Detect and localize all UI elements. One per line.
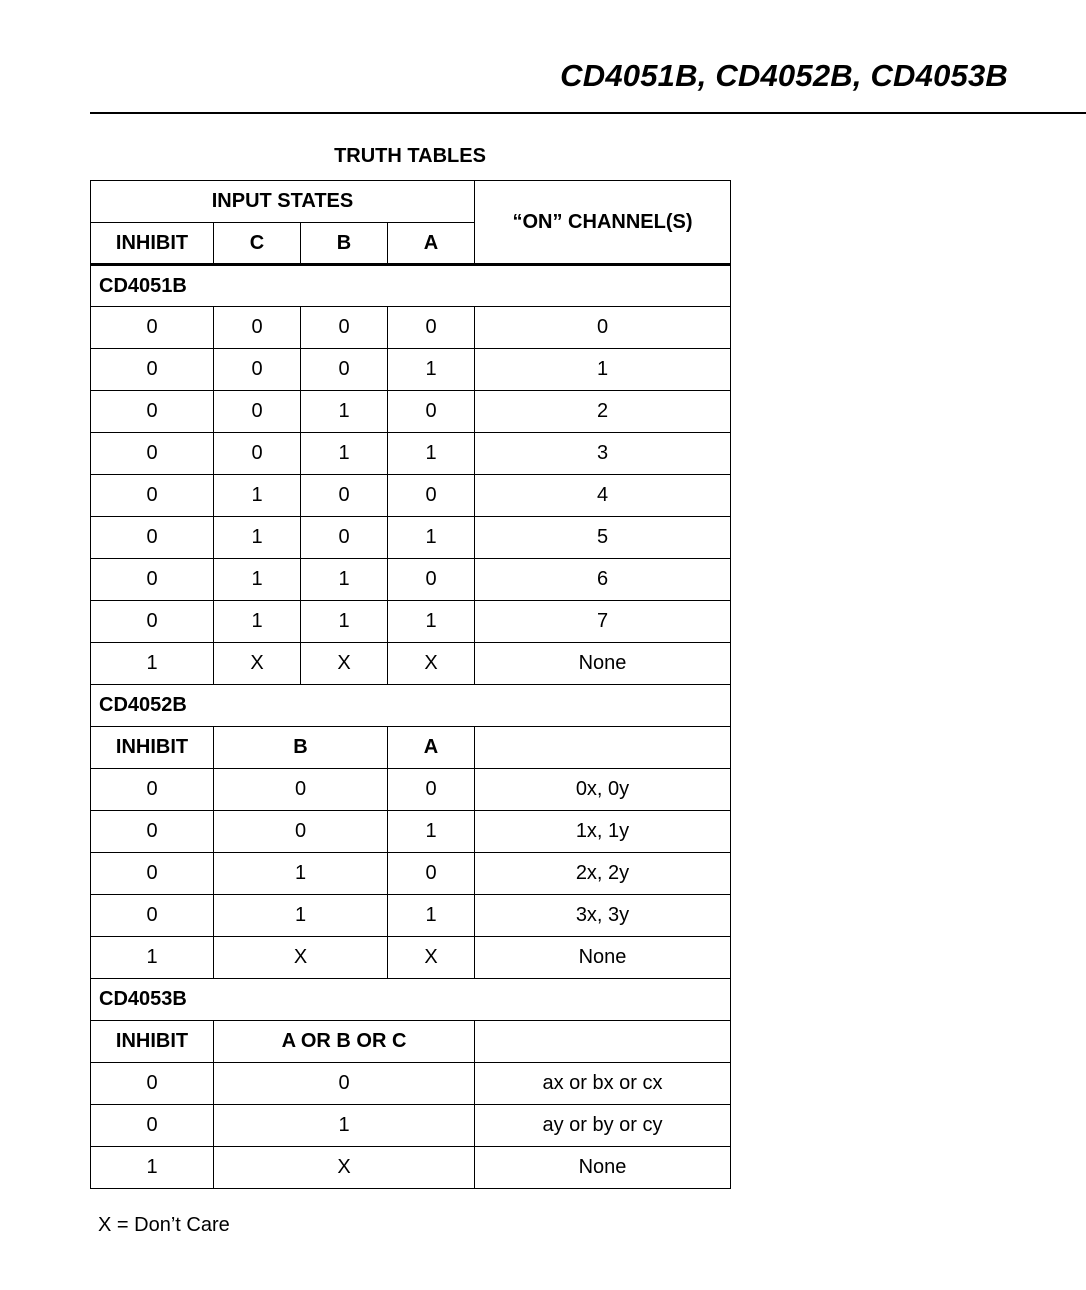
on-channel-cell: 2x, 2y bbox=[475, 853, 731, 895]
b-cell: 1 bbox=[301, 391, 388, 433]
inhibit-cell: 1 bbox=[91, 643, 214, 685]
table-row bbox=[91, 895, 731, 937]
b-cell: X bbox=[301, 643, 388, 685]
inhibit-cell: 0 bbox=[91, 517, 214, 559]
a-cell: 1 bbox=[388, 895, 475, 937]
section-row-cd4051b bbox=[91, 265, 731, 307]
b-cell: 1 bbox=[301, 601, 388, 643]
a-cell: 0 bbox=[388, 391, 475, 433]
on-channel-cell: 0x, 0y bbox=[475, 769, 731, 811]
a-cell: 1 bbox=[388, 433, 475, 475]
subheader-row-cd4053b bbox=[91, 1021, 731, 1063]
c-cell: 0 bbox=[214, 391, 301, 433]
a-cell: 1 bbox=[388, 349, 475, 391]
section-row-cd4052b bbox=[91, 685, 731, 727]
on-channel-cell: None bbox=[475, 937, 731, 979]
section-label-cd4051b: CD4051B bbox=[91, 265, 731, 307]
c-cell: 1 bbox=[214, 475, 301, 517]
inhibit-cell: 0 bbox=[91, 853, 214, 895]
a-cell: 0 bbox=[388, 559, 475, 601]
inhibit-header: INHIBIT bbox=[91, 223, 214, 265]
on-channels-header: “ON” CHANNEL(S) bbox=[475, 181, 731, 265]
b-cell: 0 bbox=[301, 517, 388, 559]
truth-table bbox=[90, 180, 731, 1189]
section-label-cd4052b: CD4052B bbox=[91, 685, 731, 727]
table-row bbox=[91, 769, 731, 811]
inhibit-cell: 0 bbox=[91, 307, 214, 349]
input-states-header: INPUT STATES bbox=[91, 181, 475, 223]
abc-cell: 0 bbox=[214, 1063, 475, 1105]
b-cell: 0 bbox=[301, 307, 388, 349]
inhibit-cell: 0 bbox=[91, 601, 214, 643]
on-channel-cell: 2 bbox=[475, 391, 731, 433]
b-cell: 1 bbox=[214, 895, 388, 937]
empty-header-cell bbox=[475, 727, 731, 769]
a-cell: X bbox=[388, 643, 475, 685]
on-channel-cell: ax or bx or cx bbox=[475, 1063, 731, 1105]
on-channel-cell: 4 bbox=[475, 475, 731, 517]
c-cell: X bbox=[214, 643, 301, 685]
on-channel-cell: 3x, 3y bbox=[475, 895, 731, 937]
table-row bbox=[91, 433, 731, 475]
abc-cell: 1 bbox=[214, 1105, 475, 1147]
on-channel-cell: None bbox=[475, 643, 731, 685]
b-header: B bbox=[301, 223, 388, 265]
inhibit-header: INHIBIT bbox=[91, 727, 214, 769]
table-row bbox=[91, 475, 731, 517]
empty-header-cell bbox=[475, 1021, 731, 1063]
table-row bbox=[91, 1063, 731, 1105]
a-cell: X bbox=[388, 937, 475, 979]
inhibit-cell: 0 bbox=[91, 769, 214, 811]
b-cell: 0 bbox=[301, 475, 388, 517]
a-header: A bbox=[388, 727, 475, 769]
c-cell: 0 bbox=[214, 307, 301, 349]
a-cell: 1 bbox=[388, 601, 475, 643]
abc-cell: X bbox=[214, 1147, 475, 1189]
table-row bbox=[91, 391, 731, 433]
b-cell: 0 bbox=[214, 769, 388, 811]
a-cell: 0 bbox=[388, 769, 475, 811]
document-title: CD4051B, CD4052B, CD4053B bbox=[560, 58, 1008, 93]
a-cell: 1 bbox=[388, 811, 475, 853]
a-or-b-or-c-header: A OR B OR C bbox=[214, 1021, 475, 1063]
inhibit-cell: 0 bbox=[91, 1063, 214, 1105]
inhibit-header: INHIBIT bbox=[91, 1021, 214, 1063]
c-cell: 1 bbox=[214, 559, 301, 601]
on-channel-cell: None bbox=[475, 1147, 731, 1189]
footnote-dont-care: X = Don’t Care bbox=[98, 1214, 230, 1236]
inhibit-cell: 0 bbox=[91, 895, 214, 937]
c-cell: 1 bbox=[214, 601, 301, 643]
a-cell: 0 bbox=[388, 307, 475, 349]
truth-tables-title: TRUTH TABLES bbox=[334, 145, 486, 167]
on-channel-cell: 5 bbox=[475, 517, 731, 559]
b-header: B bbox=[214, 727, 388, 769]
c-cell: 0 bbox=[214, 349, 301, 391]
on-channel-cell: 7 bbox=[475, 601, 731, 643]
table-row bbox=[91, 853, 731, 895]
table-row bbox=[91, 1147, 731, 1189]
inhibit-cell: 0 bbox=[91, 391, 214, 433]
inhibit-cell: 1 bbox=[91, 937, 214, 979]
table-row bbox=[91, 349, 731, 391]
table-row bbox=[91, 559, 731, 601]
a-cell: 0 bbox=[388, 475, 475, 517]
on-channel-cell: 6 bbox=[475, 559, 731, 601]
on-channel-cell: 3 bbox=[475, 433, 731, 475]
a-header: A bbox=[388, 223, 475, 265]
on-channel-cell: 1x, 1y bbox=[475, 811, 731, 853]
inhibit-cell: 0 bbox=[91, 433, 214, 475]
a-cell: 1 bbox=[388, 517, 475, 559]
on-channel-cell: ay or by or cy bbox=[475, 1105, 731, 1147]
subheader-row-cd4052b bbox=[91, 727, 731, 769]
c-cell: 1 bbox=[214, 517, 301, 559]
on-channel-cell: 0 bbox=[475, 307, 731, 349]
table-row bbox=[91, 643, 731, 685]
inhibit-cell: 0 bbox=[91, 1105, 214, 1147]
c-cell: 0 bbox=[214, 433, 301, 475]
on-channel-cell: 1 bbox=[475, 349, 731, 391]
section-label-cd4053b: CD4053B bbox=[91, 979, 731, 1021]
table-row bbox=[91, 937, 731, 979]
table-row bbox=[91, 1105, 731, 1147]
c-header: C bbox=[214, 223, 301, 265]
b-cell: 1 bbox=[214, 853, 388, 895]
table-row bbox=[91, 601, 731, 643]
b-cell: 1 bbox=[301, 559, 388, 601]
inhibit-cell: 0 bbox=[91, 475, 214, 517]
inhibit-cell: 1 bbox=[91, 1147, 214, 1189]
header-row-input-states bbox=[91, 181, 731, 223]
b-cell: 1 bbox=[301, 433, 388, 475]
inhibit-cell: 0 bbox=[91, 811, 214, 853]
table-row bbox=[91, 307, 731, 349]
inhibit-cell: 0 bbox=[91, 559, 214, 601]
inhibit-cell: 0 bbox=[91, 349, 214, 391]
header-rule bbox=[90, 112, 1086, 114]
table-row bbox=[91, 517, 731, 559]
b-cell: 0 bbox=[301, 349, 388, 391]
a-cell: 0 bbox=[388, 853, 475, 895]
b-cell: 0 bbox=[214, 811, 388, 853]
b-cell: X bbox=[214, 937, 388, 979]
table-row bbox=[91, 811, 731, 853]
section-row-cd4053b bbox=[91, 979, 731, 1021]
